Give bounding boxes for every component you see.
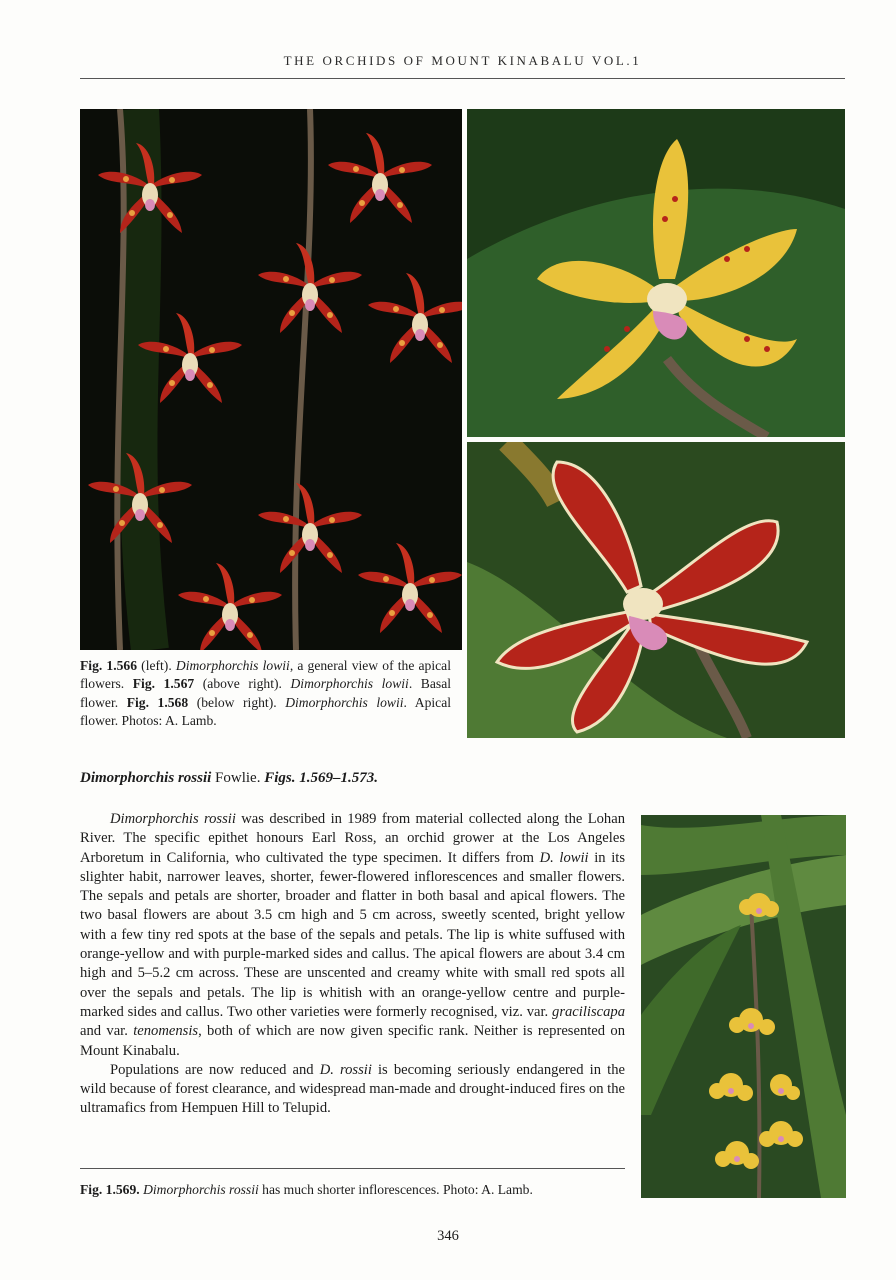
text-run: was described in 1989 from material collected along the Lohan River. The specific epithet honours Earl Ross, an orchid grower at the Los Angeles Arboretum in California, who cultivated the type specimen. It differs from	[80, 811, 625, 866]
heading-author: Fowlie.	[211, 770, 265, 786]
paragraph-1	[80, 810, 625, 1061]
figure-caption-bottom	[80, 1182, 640, 1198]
species-name: Dimorphorchis lowii	[285, 694, 404, 710]
photo-fig-1569	[641, 815, 846, 1198]
photo-fig-1568	[467, 442, 845, 738]
text-run: in its slighter habit, narrower leaves, shorter, fewer-flowered inflorescences and smaller flowers. The sepals and petals are shorter, broader and flatter in both basal and apical flowers. The two basal flowers are about 3.5 cm high and 5 cm across, sweetly scented, bright yellow with a few tiny red spots at the base of the sepals and petals. The lip is white suffused with orange-yellow and with purple-marked sides and callus. The apical flowers are about 3.4 cm high and 5–5.2 cm across. These are unscented and creamy white with small red spots all over the sepals and petals. The lip is whitish with an orange-yellow centre and purple-marked sides and callus. Two other varieties were formerly recognised, viz. var.	[80, 849, 626, 1020]
caption-text: (below right).	[188, 694, 286, 710]
photo-fig-1566	[80, 109, 462, 650]
fig-ref: Fig. 1.567	[132, 676, 195, 692]
fig-ref: Fig. 1.569.	[80, 1182, 140, 1197]
header-rule	[80, 78, 845, 79]
species-name: D. rossii	[319, 1061, 372, 1078]
caption-text: , a general view of the apical flowers.	[80, 658, 451, 692]
heading-figs: Figs. 1.569–1.573.	[264, 770, 378, 786]
running-head: THE ORCHIDS OF MOUNT KINABALU VOL.1	[283, 53, 642, 68]
caption-text: . Apical flower. Photos: A. Lamb.	[80, 694, 451, 729]
caption-rule	[80, 1168, 625, 1169]
caption-text: (left).	[137, 658, 176, 673]
variety-name: graciliscapa	[552, 1003, 625, 1020]
species-heading	[80, 770, 640, 787]
text-run: and var.	[80, 1023, 134, 1040]
species-name: D. lowii	[539, 849, 589, 866]
variety-name: tenomensis	[133, 1023, 199, 1040]
text-run: , both of which are now given specific rank. Neither is represented on Mount Kinabalu.	[80, 1023, 625, 1059]
text-run: is becoming seriously endangered in the wild because of forest clearance, and widespread man-made and drought-induced fires on the ultramafics from Hempuen Hill to Telupid.	[80, 1061, 626, 1117]
paragraph-2	[80, 1061, 625, 1119]
species-name: Dimorphorchis rossii	[143, 1182, 259, 1197]
text-run: Populations are now reduced and	[110, 1061, 320, 1078]
species-name: Dimorphorchis lowii	[290, 676, 409, 692]
page-number: 346	[437, 1228, 459, 1244]
caption-text: has much shorter inflorescences. Photo: A. Lamb.	[258, 1182, 533, 1197]
species-name: Dimorphorchis lowii	[175, 658, 290, 673]
fig-ref: Fig. 1.568	[126, 694, 189, 710]
caption-text: . Basal flower.	[80, 676, 451, 710]
body-text	[80, 810, 625, 1119]
heading-species: Dimorphorchis rossii	[80, 770, 212, 786]
photo-fig-1567	[467, 109, 845, 437]
fig-ref: Fig. 1.566	[80, 658, 138, 673]
caption-text: (above right).	[194, 676, 291, 692]
species-name: Dimorphorchis rossii	[110, 811, 236, 827]
figure-caption-top	[80, 657, 451, 731]
